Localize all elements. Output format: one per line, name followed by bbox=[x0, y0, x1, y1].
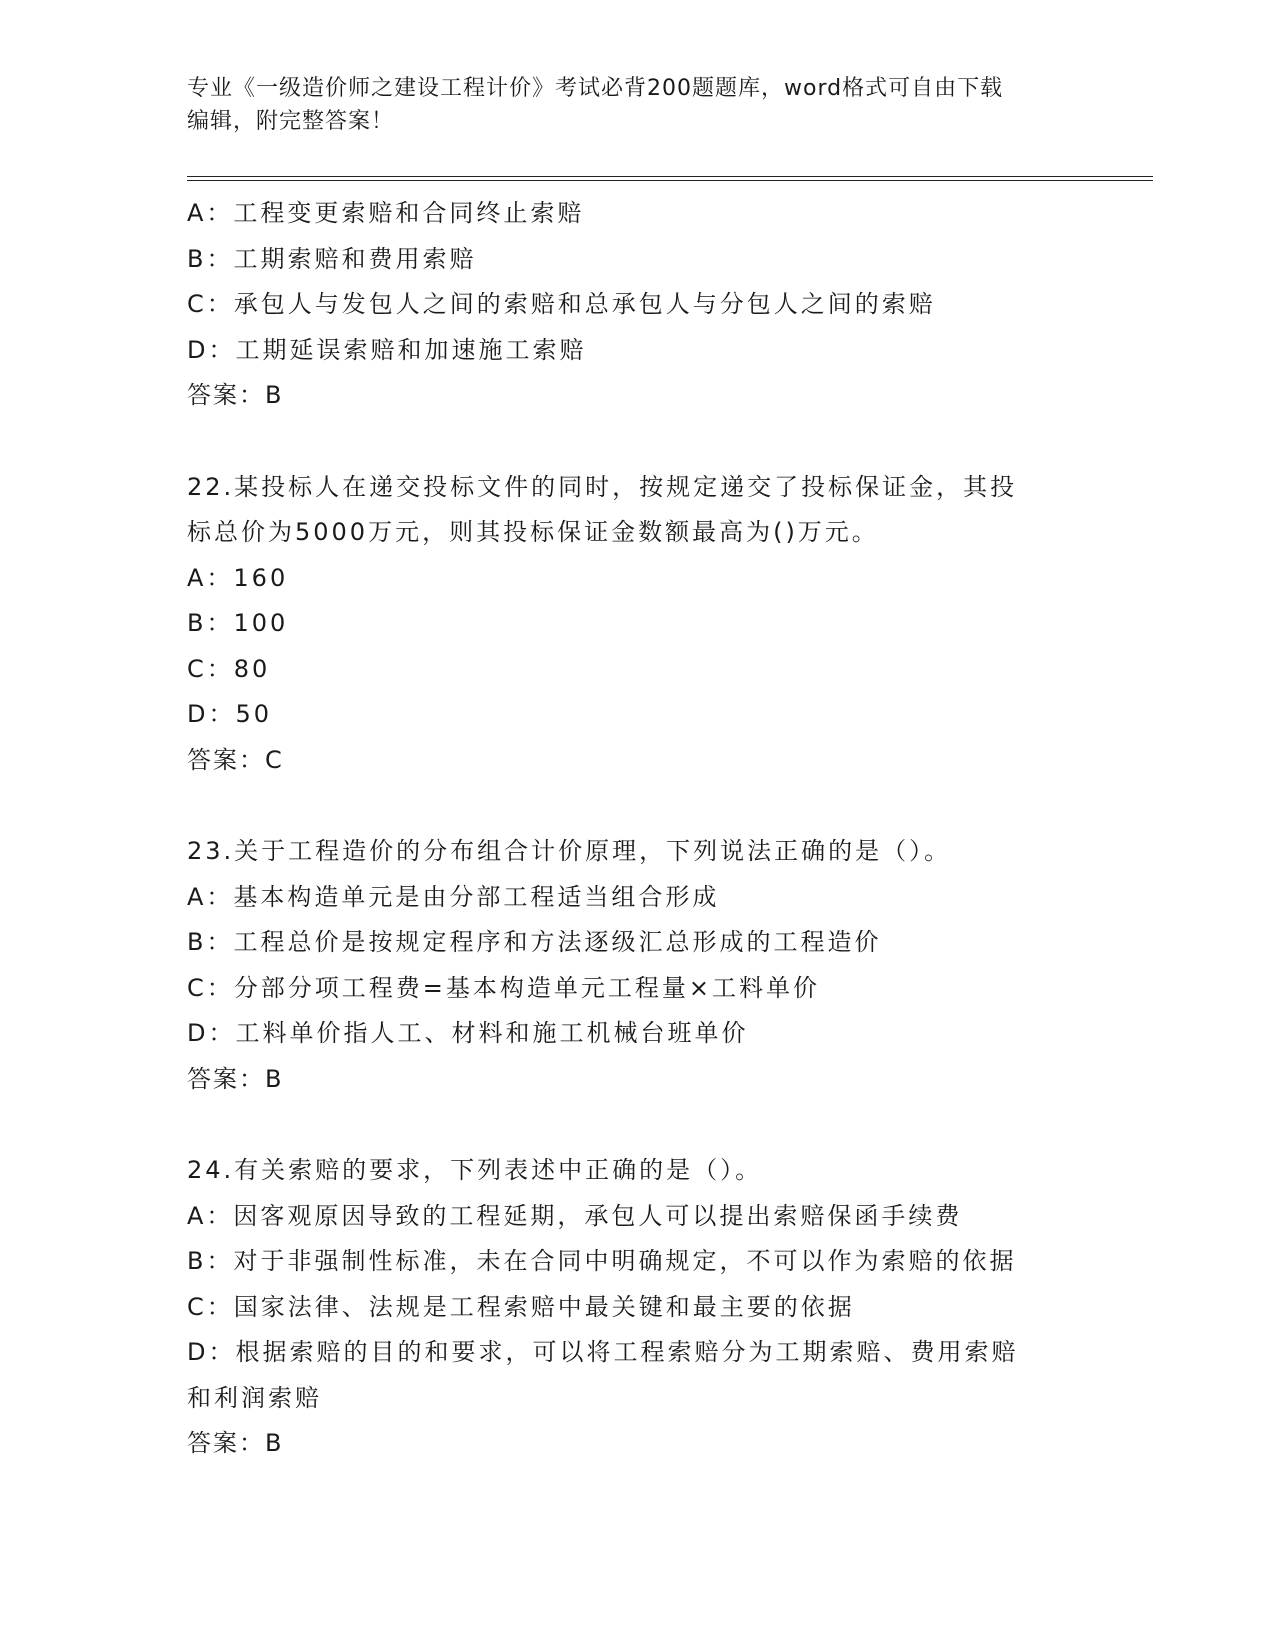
q23-option-c: C：分部分项工程费=基本构造单元工程量×工料单价 bbox=[187, 973, 820, 1002]
q22-stem-line-1: 22.某投标人在递交投标文件的同时，按规定递交了投标保证金，其投 bbox=[187, 472, 1018, 501]
q22-option-d: D：50 bbox=[187, 700, 273, 728]
q21-option-b: B：工期索赔和费用索赔 bbox=[187, 244, 477, 273]
header-divider bbox=[187, 176, 1153, 181]
q22-option-c: C：80 bbox=[187, 654, 271, 683]
q22-stem-line-2: 标总价为5000万元，则其投标保证金数额最高为()万元。 bbox=[187, 518, 879, 546]
question-22 bbox=[187, 465, 1147, 784]
question-21 bbox=[187, 191, 1147, 419]
q23-option-d: D：工料单价指人工、材料和施工机械台班单价 bbox=[187, 1019, 749, 1047]
divider-line-bottom bbox=[187, 180, 1153, 181]
q21-answer: 答案：B bbox=[187, 381, 284, 409]
q21-option-a: A：工程变更索赔和合同终止索赔 bbox=[187, 199, 585, 227]
question-content bbox=[187, 191, 1147, 1467]
document-header bbox=[187, 72, 1147, 138]
q22-answer: 答案：C bbox=[187, 745, 284, 774]
document-page bbox=[187, 72, 1147, 1467]
q22-option-b: B：100 bbox=[187, 609, 289, 637]
q21-option-c: C：承包人与发包人之间的索赔和总承包人与分包人之间的索赔 bbox=[187, 290, 936, 318]
q24-option-c: C：国家法律、法规是工程索赔中最关键和最主要的依据 bbox=[187, 1292, 855, 1321]
q24-option-b: B：对于非强制性标准，未在合同中明确规定，不可以作为索赔的依据 bbox=[187, 1247, 1017, 1275]
q23-option-b: B：工程总价是按规定程序和方法逐级汇总形成的工程造价 bbox=[187, 928, 882, 956]
q23-stem: 23.关于工程造价的分布组合计价原理，下列说法正确的是（）。 bbox=[187, 837, 952, 865]
q24-option-a: A：因客观原因导致的工程延期，承包人可以提出索赔保函手续费 bbox=[187, 1201, 963, 1230]
q24-stem: 24.有关索赔的要求，下列表述中正确的是（）。 bbox=[187, 1156, 763, 1184]
q22-option-a: A：160 bbox=[187, 563, 289, 592]
question-24 bbox=[187, 1148, 1147, 1467]
header-line-1: 专业《一级造价师之建设工程计价》考试必背200题题库，word格式可自由下载 bbox=[187, 76, 1004, 101]
header-line-2: 编辑，附完整答案！ bbox=[187, 109, 395, 134]
q23-option-a: A：基本构造单元是由分部工程适当组合形成 bbox=[187, 882, 720, 911]
q24-option-d-line-2: 和利润索赔 bbox=[187, 1383, 322, 1412]
divider-line-top bbox=[187, 176, 1153, 177]
q21-option-d: D：工期延误索赔和加速施工索赔 bbox=[187, 335, 587, 364]
q23-answer: 答案：B bbox=[187, 1064, 284, 1093]
q24-option-d-line-1: D：根据索赔的目的和要求，可以将工程索赔分为工期索赔、费用索赔 bbox=[187, 1338, 1019, 1366]
question-23 bbox=[187, 829, 1147, 1102]
q24-answer: 答案：B bbox=[187, 1429, 284, 1457]
